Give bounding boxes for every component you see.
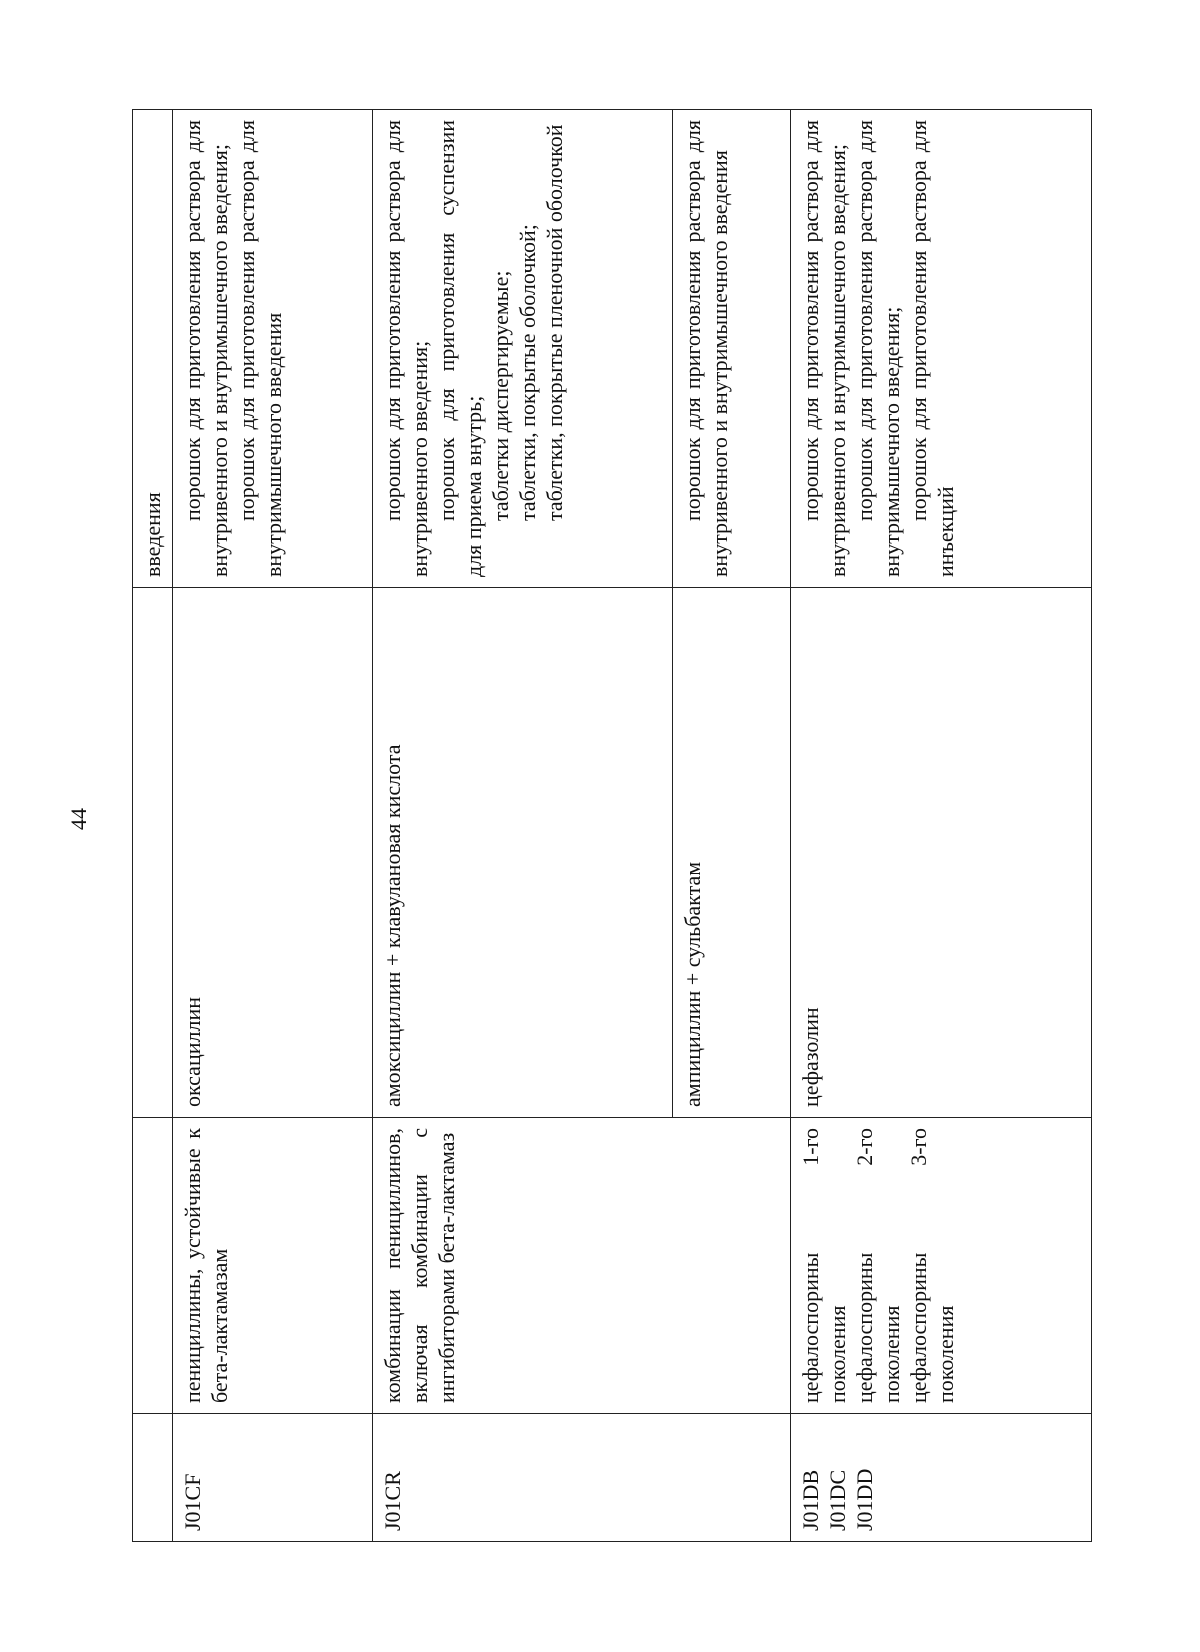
dosage-form: таблетки, покрытые пленочной оболочкой [542,124,567,521]
cell-form-continuation: введения [133,110,173,588]
rotated-table-wrapper [132,110,1092,1542]
dosage-form: порошок для приготовления раствора для внутримышечного введения [234,120,286,577]
page-number: 44 [66,808,91,830]
table-row [173,110,373,1542]
atc-code: J01CF [180,1473,205,1531]
cell-dosage-forms [373,110,673,588]
dosage-form: порошок для приготовления раствора для внутривенного и внутримышечного введения [680,120,732,577]
dosage-form: порошок для приготовления раствора для инъекций [906,120,958,577]
atc-code: J01DC [825,1469,850,1531]
group-line: цефалоспорины 1-го поколения [798,1128,850,1403]
cell-drug-name: ампициллин + сульбактам [673,588,791,1118]
cell-atc-code [173,1414,373,1542]
group-line: цефалоспорины 2-го поколения [852,1128,904,1403]
dosage-form: таблетки диспергируемые; [488,270,513,521]
cell-empty [133,588,173,1118]
cell-group: пенициллины, устойчивые к бета-лактамазам [173,1118,373,1414]
cell-drug-name: амоксициллин + клавулановая кислота [373,588,673,1118]
dosage-form: таблетки, покрытые оболочкой; [515,224,540,521]
cell-dosage-forms [173,110,373,588]
dosage-form: порошок для приготовления раствора для внутривенного введения; [380,120,432,577]
cell-group: комбинации пенициллинов, включая комбинации с ингибиторами бета-лактамаз [373,1118,791,1414]
dosage-form: порошок для приготовления раствора для внутривенного и внутримышечного введения; [798,120,850,577]
atc-code: J01DB [798,1469,823,1531]
cell-atc-code [791,1414,1092,1542]
atc-code: J01CR [380,1471,405,1531]
dosage-form: порошок для приготовления раствора для внутримышечного введения; [852,120,904,577]
cell-group [791,1118,1092,1414]
cell-empty [133,1118,173,1414]
group-line: цефалоспорины 3-го поколения [906,1128,958,1403]
dosage-form: порошок для приготовления суспензии для приема внутрь; [434,120,486,577]
dosage-form: порошок для приготовления раствора для внутривенного и внутримышечного введения; [180,120,232,577]
atc-code: J01DD [852,1468,877,1531]
cell-empty [133,1414,173,1542]
table-row [373,110,673,1542]
cell-drug-name: оксациллин [173,588,373,1118]
cell-dosage-forms [673,110,791,588]
drug-table [132,109,1092,1542]
table-row-continuation [133,110,173,1542]
table-row [791,110,1092,1542]
cell-atc-code [373,1414,791,1542]
cell-drug-name: цефазолин [791,588,1092,1118]
cell-dosage-forms [791,110,1092,588]
